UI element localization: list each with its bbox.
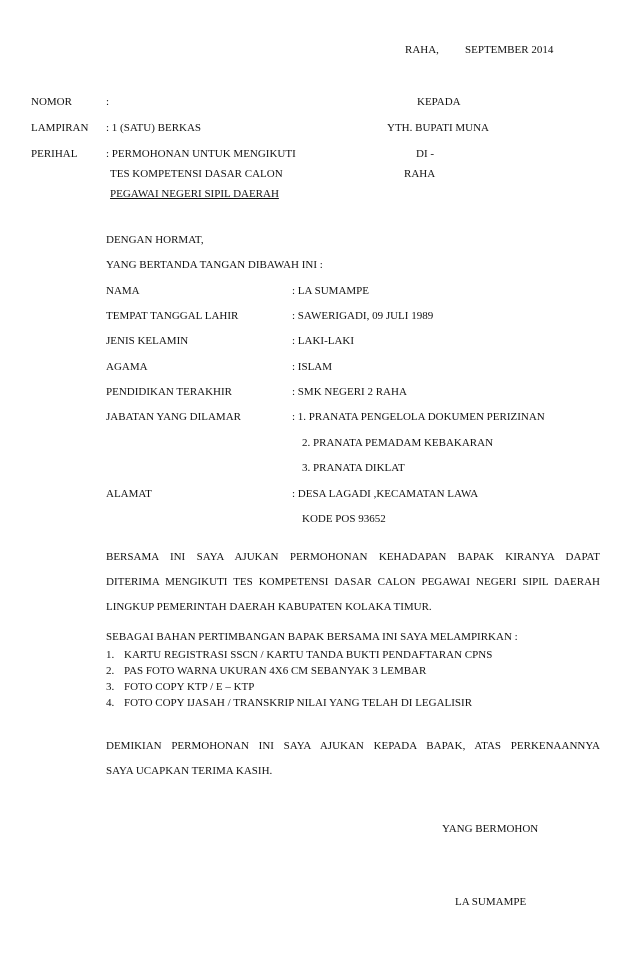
place: RAHA,: [405, 44, 439, 56]
perihal-line2: TES KOMPETENSI DASAR CALON: [110, 168, 283, 180]
perihal-label: PERIHAL: [31, 148, 78, 160]
pendidikan-value: : SMK NEGERI 2 RAHA: [292, 386, 407, 398]
attachment-text: FOTO COPY KTP / E – KTP: [124, 681, 255, 693]
jabatan-item-3: 3. PRANATA DIKLAT: [302, 462, 405, 474]
attachment-num: 2.: [106, 665, 115, 677]
paragraph-3-line-2: SAYA UCAPKAN TERIMA KASIH.: [106, 765, 273, 777]
jabatan-label: JABATAN YANG DILAMAR: [106, 411, 241, 423]
alamat-label: ALAMAT: [106, 488, 152, 500]
jenis-kelamin-value: : LAKI-LAKI: [292, 335, 355, 347]
recipient-di: DI -: [416, 148, 435, 160]
attachment-text: KARTU REGISTRASI SSCN / KARTU TANDA BUKTI PENDAFTARAN CPNS: [124, 649, 493, 661]
nama-label: NAMA: [106, 285, 140, 297]
ttl-label: TEMPAT TANGGAL LAHIR: [106, 310, 239, 322]
ttl-value: : SAWERIGADI, 09 JULI 1989: [292, 310, 434, 322]
attachment-text: FOTO COPY IJASAH / TRANSKRIP NILAI YANG TELAH DI LEGALISIR: [124, 697, 473, 709]
perihal-line1: : PERMOHONAN UNTUK MENGIKUTI: [106, 148, 296, 160]
perihal-line3: PEGAWAI NEGERI SIPIL DAERAH: [110, 188, 279, 200]
paragraph-1-line-2: DITERIMA MENGIKUTI TES KOMPETENSI DASAR CALON PEGAWAI NEGERI SIPIL DAERAH: [106, 576, 600, 588]
attachments-intro: SEBAGAI BAHAN PERTIMBANGAN BAPAK BERSAMA INI SAYA MELAMPIRKAN :: [106, 631, 518, 643]
agama-label: AGAMA: [106, 361, 148, 373]
attachment-num: 1.: [106, 649, 115, 661]
paragraph-1-line-3: LINGKUP PEMERINTAH DAERAH KABUPATEN KOLAKA TIMUR.: [106, 601, 432, 613]
lampiran-label: LAMPIRAN: [31, 122, 89, 134]
pendidikan-label: PENDIDIKAN TERAKHIR: [106, 386, 232, 398]
attachment-num: 4.: [106, 697, 115, 709]
recipient-yth: YTH. BUPATI MUNA: [387, 122, 489, 134]
nomor-label: NOMOR: [31, 96, 72, 108]
recipient-city: RAHA: [404, 168, 436, 180]
nomor-value: :: [106, 96, 110, 108]
attachment-text: PAS FOTO WARNA UKURAN 4X6 CM SEBANYAK 3 LEMBAR: [124, 665, 427, 677]
kode-pos: KODE POS 93652: [302, 513, 386, 525]
paragraph-3-line-1: DEMIKIAN PERMOHONAN INI SAYA AJUKAN KEPADA BAPAK, ATAS PERKENAANNYA: [106, 740, 600, 752]
salutation: DENGAN HORMAT,: [106, 234, 204, 246]
closing-label: YANG BERMOHON: [442, 823, 539, 835]
lampiran-value: : 1 (SATU) BERKAS: [106, 122, 202, 134]
recipient-kepada: KEPADA: [417, 96, 461, 108]
jabatan-item-1: : 1. PRANATA PENGELOLA DOKUMEN PERIZINAN: [292, 411, 545, 423]
attachment-num: 3.: [106, 681, 115, 693]
signer-name: LA SUMAMPE: [455, 896, 527, 908]
jenis-kelamin-label: JENIS KELAMIN: [106, 335, 189, 347]
intro-line: YANG BERTANDA TANGAN DIBAWAH INI :: [106, 259, 323, 271]
alamat-value: : DESA LAGADI ,KECAMATAN LAWA: [292, 488, 479, 500]
paragraph-1-line-1: BERSAMA INI SAYA AJUKAN PERMOHONAN KEHADAPAN BAPAK KIRANYA DAPAT: [106, 551, 600, 563]
jabatan-item-2: 2. PRANATA PEMADAM KEBAKARAN: [302, 437, 494, 449]
date: SEPTEMBER 2014: [465, 44, 554, 56]
agama-value: : ISLAM: [292, 361, 333, 373]
nama-value: : LA SUMAMPE: [292, 285, 370, 297]
